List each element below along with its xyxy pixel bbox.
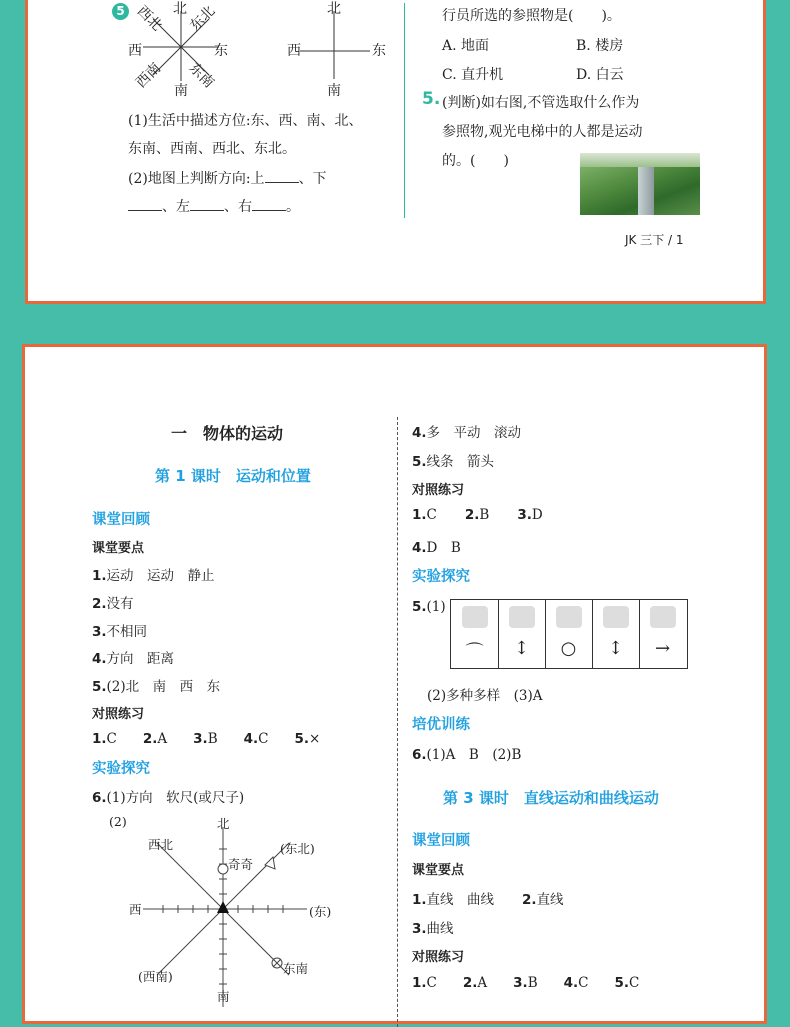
compass2-west: 西 — [287, 43, 301, 59]
item-text: C — [426, 975, 437, 991]
item-number: 4. — [243, 731, 259, 747]
item-text: 直线 — [536, 892, 564, 908]
item-text: 多 平动 滚动 — [426, 425, 522, 441]
item-number: 5. — [412, 454, 427, 470]
motion-table — [450, 599, 688, 669]
item-number: 1. — [412, 892, 427, 908]
item-text: C — [578, 975, 589, 991]
l3-practice-row — [412, 975, 639, 991]
item-number: 2. — [462, 975, 478, 991]
item-text: A — [157, 731, 168, 747]
carousel-bird-icon — [556, 606, 582, 628]
experiment-heading: 实验探究 — [92, 761, 150, 777]
item-text: (1)A B (2)B — [426, 747, 522, 763]
l1-item-2 — [92, 592, 134, 612]
item-text: 方向 距离 — [106, 651, 175, 667]
item-number: 4. — [563, 975, 579, 991]
item2-text-d: 、右 — [224, 199, 252, 215]
r-experiment-line2: (2)多种多样 (3)A — [427, 688, 543, 704]
compass2-north: 北 — [327, 1, 341, 17]
l1-item-4 — [92, 647, 174, 667]
section-review: 课堂回顾 — [92, 512, 150, 528]
item-number: 3. — [412, 921, 427, 937]
item2-line2 — [128, 196, 300, 216]
item-number: 3. — [517, 507, 532, 523]
item-number: 3. — [92, 624, 107, 640]
q5-line1: (判断)如右图,不管选取什么作为 — [442, 95, 640, 111]
l3-review-heading: 课堂回顾 — [412, 833, 470, 849]
bottom-page — [22, 344, 767, 1024]
q5-number: 5. — [422, 89, 441, 109]
key-points-heading: 课堂要点 — [92, 541, 145, 556]
item-text: C — [106, 731, 117, 747]
r-item-4 — [412, 421, 521, 441]
option-a: A. 地面 — [442, 38, 490, 54]
answer-blank — [128, 198, 162, 211]
item-text: (2)北 南 西 东 — [106, 679, 221, 695]
item-text: × — [309, 731, 321, 747]
answer-blank — [265, 170, 299, 183]
motion-cell — [545, 600, 593, 668]
item-text: C — [629, 975, 640, 991]
r-practice-row2 — [412, 536, 461, 556]
compass-4-directions — [298, 7, 378, 87]
item-text: D B — [426, 540, 461, 556]
lesson1-title: 第 1 课时 运动和位置 — [155, 467, 311, 485]
item-number: 2. — [142, 731, 158, 747]
item2-text-e: 。 — [286, 199, 300, 215]
motion-symbol: ↕ — [607, 638, 624, 659]
compass-northeast: 东北 — [187, 3, 219, 35]
q5-line2: 参照物,观光电梯中的人都是运动 — [442, 124, 643, 140]
diagram-qiqi-label: 奇奇 — [228, 857, 254, 872]
r-practice-row1 — [412, 507, 543, 523]
item-number: 2. — [464, 507, 480, 523]
l1-item-3 — [92, 620, 147, 640]
option-b: B. 楼房 — [576, 38, 624, 54]
compass-south: 南 — [174, 83, 188, 99]
yoyo-icon — [603, 606, 629, 628]
item-text: (1)方向 软尺(或尺子) — [106, 790, 245, 806]
answer-blank — [190, 198, 224, 211]
question-badge-number: 5 — [116, 4, 125, 18]
swing-ride-icon — [509, 606, 535, 628]
chapter-title: 一 物体的运动 — [171, 424, 284, 443]
item-number: 3. — [513, 975, 528, 991]
motion-symbol: ⌒ — [465, 642, 484, 663]
item-number: 5. — [614, 975, 630, 991]
r-experiment-heading: 实验探究 — [412, 569, 470, 585]
item-number: 1. — [92, 568, 107, 584]
item-text: 不相同 — [106, 624, 148, 640]
l1-practice-row — [92, 731, 320, 747]
trojan-horse-icon — [462, 606, 488, 628]
sky-strip — [580, 153, 700, 167]
answer-blank — [252, 198, 286, 211]
item1-line2: 东南、西南、西北、东北。 — [128, 141, 296, 157]
diagram-label: (2) — [109, 814, 127, 829]
l3-key-points-heading: 课堂要点 — [412, 863, 465, 878]
item-number: 6. — [412, 747, 427, 763]
item-text: C — [426, 507, 437, 523]
top-page — [25, 0, 766, 304]
item-text: B — [527, 975, 538, 991]
compass-northwest: 西北 — [133, 3, 165, 35]
motion-symbol: ↕ — [513, 638, 530, 659]
practice-heading: 对照练习 — [92, 707, 145, 722]
item-number: 1. — [412, 975, 427, 991]
item-number: 4. — [92, 651, 107, 667]
elevator-photo — [580, 153, 700, 215]
item2-text-a: (2)地图上判断方向:上 — [128, 171, 265, 187]
item-text: 运动 运动 静止 — [106, 568, 215, 584]
item-number: 4. — [412, 425, 427, 441]
item-text: B — [479, 507, 490, 523]
item-text: 线条 箭头 — [426, 454, 495, 470]
item-text: C — [258, 731, 269, 747]
item1-line1: (1)生活中描述方位:东、西、南、北、 — [128, 113, 363, 129]
diagram-northeast: (东北) — [280, 841, 315, 856]
lesson3-title: 第 3 课时 直线运动和曲线运动 — [443, 789, 659, 807]
item-text: (1) — [426, 599, 446, 615]
l3-row1 — [412, 888, 564, 908]
r-item-5 — [412, 450, 494, 470]
compass2-east: 东 — [372, 43, 386, 59]
item-number: 2. — [522, 892, 537, 908]
item-text: A — [477, 975, 488, 991]
motion-cell — [592, 600, 640, 668]
compass-west: 西 — [128, 43, 142, 59]
item-text: D — [531, 507, 543, 523]
cart-pusher-icon — [650, 606, 676, 628]
item-number: 1. — [412, 507, 427, 523]
item-text: B — [207, 731, 218, 747]
motion-symbol: → — [654, 638, 671, 659]
l1-experiment-item — [92, 786, 244, 806]
item-number: 4. — [412, 540, 427, 556]
l1-item-5 — [92, 675, 220, 695]
option-d: D. 白云 — [576, 67, 624, 83]
diagram-northwest: 西北 — [148, 837, 174, 852]
item-number: 6. — [92, 790, 107, 806]
item-number: 5. — [92, 679, 107, 695]
q4-tail: 行员所选的参照物是( )。 — [442, 8, 621, 24]
diagram-southeast: 东南 — [283, 961, 309, 976]
l3-practice-heading: 对照练习 — [412, 950, 465, 965]
column-divider — [404, 3, 405, 218]
item-number: 1. — [92, 731, 107, 747]
advanced-heading: 培优训练 — [412, 717, 470, 733]
item-number: 3. — [193, 731, 208, 747]
r-experiment-item — [412, 599, 446, 615]
diagram-east: (东) — [309, 904, 332, 919]
l1-item-1 — [92, 564, 215, 584]
motion-cell — [498, 600, 546, 668]
compass-north: 北 — [173, 1, 187, 17]
item2-text-c: 、左 — [162, 199, 190, 215]
motion-symbol: ○ — [560, 638, 577, 659]
q5-line3: 的。( ) — [442, 153, 509, 169]
item-text: 没有 — [106, 596, 134, 612]
compass-east: 东 — [214, 43, 228, 59]
compass2-south: 南 — [327, 83, 341, 99]
item-number: 5. — [412, 599, 427, 615]
motion-cell — [639, 600, 686, 668]
diagram-south: 南 — [217, 989, 230, 1004]
diagram-west: 西 — [129, 902, 142, 917]
item2-text-b: 、下 — [298, 171, 327, 187]
item-text: 曲线 — [426, 921, 454, 937]
advanced-item — [412, 743, 521, 763]
motion-cell — [451, 600, 499, 668]
r-practice-heading: 对照练习 — [412, 483, 465, 498]
item-number: 5. — [294, 731, 310, 747]
column-divider — [397, 417, 398, 1027]
compass-southeast: 东南 — [185, 60, 217, 92]
compass-southwest: 西南 — [133, 60, 165, 92]
item2-line1 — [128, 168, 327, 188]
item-text: 直线 曲线 — [426, 892, 495, 908]
l3-row2 — [412, 917, 454, 937]
page-label: JK 三下 / 1 — [625, 233, 684, 247]
diagram-southwest: (西南) — [138, 969, 173, 984]
diagram-north: 北 — [217, 816, 230, 831]
item-number: 2. — [92, 596, 107, 612]
option-c: C. 直升机 — [442, 67, 504, 83]
